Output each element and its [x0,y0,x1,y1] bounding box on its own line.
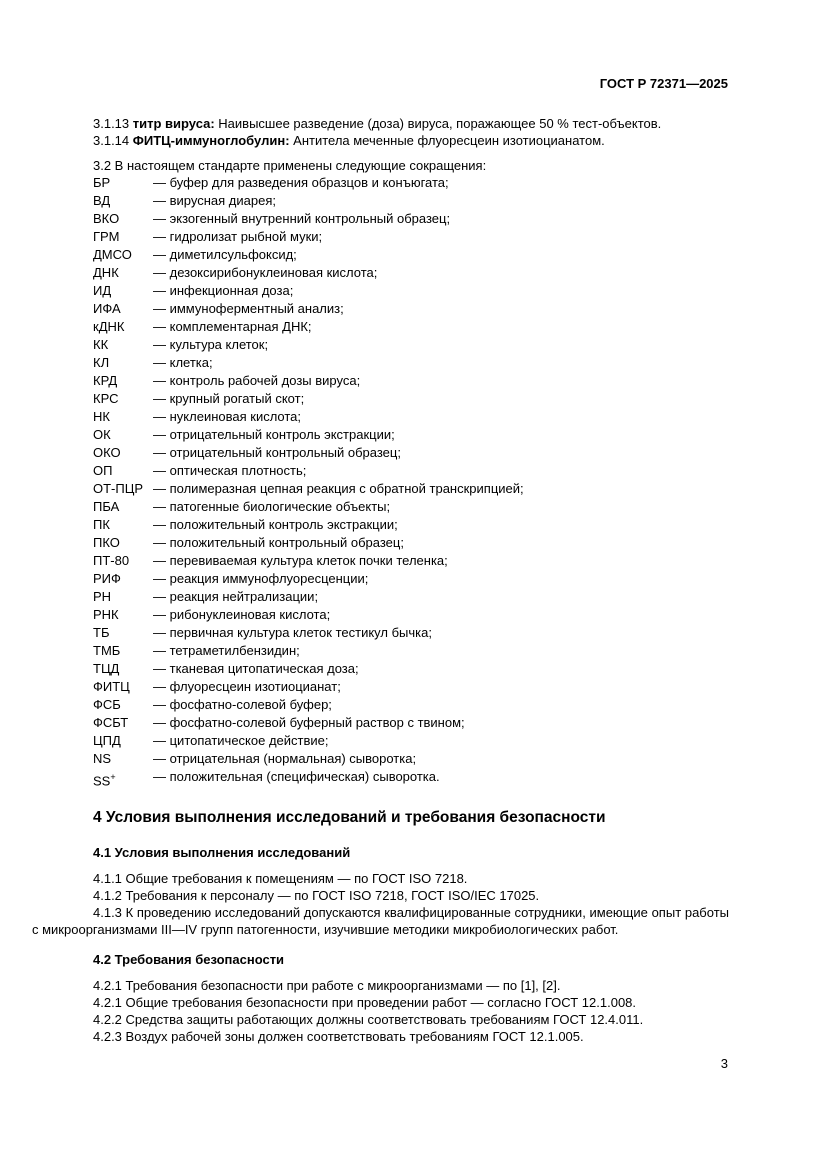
abbreviation-term [93,570,153,588]
abbreviation-term [93,588,153,606]
abbreviation-row [93,606,729,624]
abbreviation-description: — тетраметилбензидин; [153,643,300,658]
abbreviation-term [93,390,153,408]
abbreviation-description: — комплементарная ДНК; [153,319,312,334]
abbreviation-row [93,480,729,498]
abbreviation-term [93,336,153,354]
definition-term: титр вируса: [132,116,215,131]
subsection-4-1-title: 4.1 Условия выполнения исследований [93,845,351,861]
paragraph-4-1-3: 4.1.3 К проведению исследований допускаются квалифицированные сотрудники, имеющие опыт работы с микроорганизмами III—IV групп патогенности, изучившие методики микробиологических работ. [32,905,729,938]
abbreviation-description: — контроль рабочей дозы вируса; [153,373,361,388]
abbreviation-term [93,210,153,228]
abbreviation-description: — иммуноферментный анализ; [153,301,344,316]
abbreviation-row [93,174,729,192]
abbreviation-description: — полимеразная цепная реакция с обратной транскрипцией; [153,481,524,496]
abbreviation-description: — тканевая цитопатическая доза; [153,661,359,676]
page-number: 3 [720,1056,728,1071]
abbreviation-term [93,228,153,246]
abbreviation-term [93,264,153,282]
abbreviation-row [93,390,729,408]
abbreviations-list [93,174,729,790]
abbreviation-description: — положительный контрольный образец; [153,535,404,550]
abbreviation-text: ПТ-80 [93,553,130,568]
abbreviation-description: — отрицательный контрольный образец; [153,445,401,460]
abbreviation-row [93,750,729,768]
abbreviation-term [93,696,153,714]
abbreviation-row [93,624,729,642]
abbreviation-row [93,570,729,588]
abbreviation-description: — нуклеиновая кислота; [153,409,302,424]
abbreviation-term [93,426,153,444]
abbreviation-row [93,516,729,534]
abbreviation-term [93,282,153,300]
abbreviation-row [93,318,729,336]
abbreviation-text: ПБА [93,499,120,514]
abbreviation-term [93,372,153,390]
abbreviations-intro: 3.2 В настоящем стандарте применены следующие сокращения: [93,158,487,173]
abbreviation-row [93,408,729,426]
abbreviation-term [93,444,153,462]
abbreviation-row [93,660,729,678]
abbreviation-row [93,282,729,300]
abbreviation-description: — отрицательная (нормальная) сыворотка; [153,751,417,766]
abbreviation-text: ВКО [93,211,120,226]
abbreviation-row [93,192,729,210]
paragraph-4-2-3: 4.2.3 Воздух рабочей зоны должен соответствовать требованиям ГОСТ 12.1.005. [93,1029,584,1045]
abbreviation-text: ФСБТ [93,715,129,730]
abbreviation-row [93,372,729,390]
abbreviation-term [93,768,153,790]
abbreviation-description: — фосфатно-солевой буферный раствор с твином; [153,715,465,730]
definition-text: Наивысшее разведение (доза) вируса, поражающее 50 % тест-объектов. [214,116,662,131]
abbreviation-text: РН [93,589,112,604]
abbreviation-description: — крупный рогатый скот; [153,391,305,406]
abbreviation-text: ТМБ [93,643,121,658]
abbreviation-text: ФИТЦ [93,679,130,694]
abbreviation-text: ИФА [93,301,121,316]
abbreviation-row [93,264,729,282]
abbreviation-term [93,462,153,480]
definition-number: 3.1.13 [93,116,130,131]
abbreviation-term [93,246,153,264]
document-header: ГОСТ Р 72371—2025 [599,76,728,91]
abbreviation-text: NS [93,751,112,766]
abbreviation-text: ТЦД [93,661,120,676]
abbreviation-term [93,174,153,192]
abbreviation-row [93,498,729,516]
abbreviation-text: НК [93,409,110,424]
abbreviation-description: — культура клеток; [153,337,269,352]
paragraph-4-1-1: 4.1.1 Общие требования к помещениям — по ГОСТ ISO 7218. [93,871,468,887]
abbreviation-term [93,642,153,660]
abbreviation-term [93,516,153,534]
abbreviation-term [93,192,153,210]
paragraph-4-1-2: 4.1.2 Требования к персоналу — по ГОСТ ISO 7218, ГОСТ ISO/IEC 17025. [93,888,540,904]
abbreviation-text: ДНК [93,265,119,280]
abbreviation-text: кДНК [93,319,125,334]
abbreviation-term [93,408,153,426]
abbreviation-description: — перевиваемая культура клеток почки теленка; [153,553,448,568]
abbreviation-description: — патогенные биологические объекты; [153,499,391,514]
abbreviation-description: — дезоксирибонуклеиновая кислота; [153,265,378,280]
abbreviation-text: ТБ [93,625,110,640]
abbreviation-row [93,696,729,714]
abbreviation-text: ИД [93,283,112,298]
abbreviation-description: — положительная (специфическая) сыворотка. [153,769,440,784]
abbreviation-superscript: + [110,772,116,782]
abbreviation-description: — флуоресцеин изотиоцианат; [153,679,341,694]
abbreviation-term [93,534,153,552]
abbreviation-text: ОТ-ПЦР [93,481,144,496]
abbreviation-description: — реакция иммунофлуоресценции; [153,571,369,586]
abbreviation-row [93,246,729,264]
abbreviation-row [93,354,729,372]
abbreviation-text: ПКО [93,535,120,550]
abbreviation-text: ОКО [93,445,121,460]
abbreviation-text: КРД [93,373,118,388]
abbreviation-text: ФСБ [93,697,121,712]
abbreviation-term [93,318,153,336]
abbreviation-text: ОП [93,463,113,478]
abbreviation-text: ВД [93,193,111,208]
abbreviation-row [93,300,729,318]
abbreviation-text: ДМСО [93,247,132,262]
abbreviation-row [93,678,729,696]
abbreviation-term [93,624,153,642]
abbreviation-row [93,534,729,552]
abbreviation-description: — вирусная диарея; [153,193,276,208]
abbreviation-description: — положительный контроль экстракции; [153,517,398,532]
abbreviation-row [93,462,729,480]
abbreviation-description: — реакция нейтрализации; [153,589,319,604]
abbreviation-description: — инфекционная доза; [153,283,294,298]
abbreviation-row [93,714,729,732]
definition-term: ФИТЦ-иммуноглобулин: [132,133,290,148]
abbreviation-term [93,480,153,498]
abbreviation-text: КК [93,337,109,352]
abbreviation-row [93,336,729,354]
page-content [32,115,729,1045]
abbreviation-description: — буфер для разведения образцов и конъюгата; [153,175,449,190]
abbreviation-term [93,732,153,750]
paragraph-4-2-1b: 4.2.1 Общие требования безопасности при проведении работ — согласно ГОСТ 12.1.008. [93,995,637,1011]
definition-3-1-13 [93,115,729,132]
abbreviation-term [93,660,153,678]
abbreviation-row [93,642,729,660]
abbreviation-term [93,714,153,732]
abbreviation-text: РИФ [93,571,121,586]
abbreviation-text: РНК [93,607,119,622]
abbreviation-term [93,498,153,516]
definition-text: Антитела меченные флуоресцеин изотиоцианатом. [289,133,605,148]
definition-3-1-14 [93,132,729,149]
abbreviation-term [93,354,153,372]
section-4-title: 4 Условия выполнения исследований и требования безопасности [93,809,606,827]
abbreviation-row [93,228,729,246]
abbreviation-row [93,426,729,444]
abbreviation-description: — первичная культура клеток тестикул бычка; [153,625,432,640]
abbreviation-text: ЦПД [93,733,121,748]
abbreviation-term [93,750,153,768]
abbreviation-row [93,588,729,606]
abbreviation-description: — отрицательный контроль экстракции; [153,427,395,442]
abbreviation-description: — рибонуклеиновая кислота; [153,607,331,622]
abbreviation-row [93,552,729,570]
abbreviation-text: КРС [93,391,119,406]
abbreviation-row [93,444,729,462]
abbreviation-description: — диметилсульфоксид; [153,247,297,262]
abbreviation-description: — гидролизат рыбной муки; [153,229,323,244]
abbreviation-description: — фосфатно-солевой буфер; [153,697,332,712]
abbreviation-text: КЛ [93,355,110,370]
abbreviation-row [93,768,729,790]
abbreviation-term [93,552,153,570]
abbreviation-row [93,732,729,750]
abbreviation-term [93,606,153,624]
abbreviation-description: — цитопатическое действие; [153,733,329,748]
abbreviation-description: — клетка; [153,355,213,370]
abbreviation-text: ПК [93,517,110,532]
abbreviation-text: ГРМ [93,229,120,244]
paragraph-4-2-2: 4.2.2 Средства защиты работающих должны соответствовать требованиям ГОСТ 12.4.011. [93,1012,644,1028]
abbreviation-term [93,678,153,696]
abbreviation-text: ОК [93,427,111,442]
abbreviation-text: SS [93,773,111,789]
paragraph-4-2-1a: 4.2.1 Требования безопасности при работе с микроорганизмами — по [1], [2]. [93,978,561,994]
abbreviation-term [93,300,153,318]
subsection-4-2-title: 4.2 Требования безопасности [93,952,285,968]
definition-number: 3.1.14 [93,133,130,148]
abbreviation-row [93,210,729,228]
abbreviation-text: БР [93,175,111,190]
abbreviation-description: — оптическая плотность; [153,463,307,478]
abbreviation-description: — экзогенный внутренний контрольный образец; [153,211,451,226]
